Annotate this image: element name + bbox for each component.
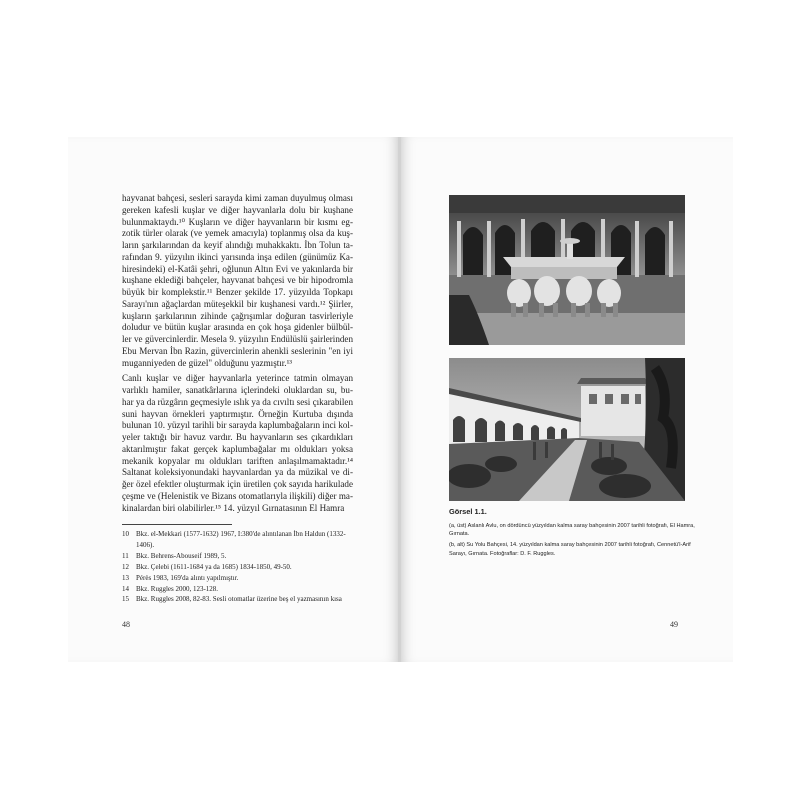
footnote xyxy=(122,562,358,573)
text-line: Ebu Mervan İbn Razin, güvercinlerin ahenkli seslerinin "en iyi xyxy=(122,345,353,356)
footnote xyxy=(122,594,358,605)
figure-caption xyxy=(449,507,695,558)
caption-blocks xyxy=(449,522,695,558)
page-number-right: 49 xyxy=(670,620,678,629)
text-line: Saltanat koleksiyonundaki hayvanlardan ya da müzikal ve di- xyxy=(122,467,353,478)
footnote-line: Bkz. Çelebi (1611-1684 ya da 1685) 1834-1850, 49-50. xyxy=(136,562,292,571)
text-line: mekanik kopyalar mı oldukları tariften anlaşılmamaktadır.¹⁴ xyxy=(122,455,353,466)
footnote-line: Bkz. el-Mekkari (1577-1632) 1967, I:380'de alıntılanan İbn Haldun (1332- xyxy=(136,530,346,538)
text-line: zotik türler olarak (ve yemek amacıyla) toplanmış olsa da kuş- xyxy=(122,228,353,239)
right-page xyxy=(401,137,733,662)
text-line: rafından 9. yüzyılın ikinci yarısında inşa edilen (günümüz Ka- xyxy=(122,251,353,262)
text-line: hiresindeki) el-Katâi şehri, oğlunun Altın Evi ve yakınlarda bir xyxy=(122,263,353,274)
footnote xyxy=(122,529,358,551)
footnote-number: 12 xyxy=(122,562,129,571)
text-line: aktarılmıştır fakat gerçek kaplumbağalar mı oldukları yoksa xyxy=(122,443,353,454)
text-line: gereken kafesli kuşlar ve diğer hayvanlarla dolu bir kuşhane xyxy=(122,204,353,215)
footnote-line: Bkz. Ruggles 2008, 82-83. Sesli otomatlar üzerine beş el yazmasının kısa xyxy=(136,595,342,604)
body-paragraph xyxy=(122,373,353,514)
footnote-line: Bkz. Behrens-Abouseif 1989, 5. xyxy=(136,551,227,560)
text-line: ğer özel efektler oluşturmak için üretilen çok sayıda harikulade xyxy=(122,479,353,489)
footnote-text xyxy=(136,584,358,595)
footnote-text xyxy=(136,529,358,551)
footnote xyxy=(122,584,358,595)
court-of-lions-photo xyxy=(449,195,685,345)
footnote-line: 1406). xyxy=(136,540,155,549)
caption-title: Görsel 1.1. xyxy=(449,507,487,516)
book-spread xyxy=(68,137,733,662)
text-line: büyük bir komplekstir.¹¹ Benzer şekilde 17. yüzyılda Topkapı xyxy=(122,287,353,297)
footnote-number: 15 xyxy=(122,595,129,604)
text-line: suni hayvan örnekleri yaptırmıştır. Örneğin Kurtuba dışında xyxy=(122,408,353,419)
caption-line: (b, alt) Su Yolu Bahçesi, 14. yüzyıldan kalma saray bahçesinin 2007 tarihli fotoğrafı, Cennetü'l-Arif xyxy=(449,542,691,549)
footnote-text xyxy=(136,562,358,573)
footnote xyxy=(122,573,358,584)
footnote xyxy=(122,551,358,562)
text-line: hayvanat bahçesi, sesleri sarayda kimi zaman duyulmuş olması xyxy=(122,193,353,203)
caption-block xyxy=(449,541,689,557)
footnote-number: 11 xyxy=(122,551,129,560)
caption-line: (a, üst) Aslanlı Avlu, on dördüncü yüzyıldan kalma saray bahçesinin 2007 tarihli fotoğrafı, El Hamra, xyxy=(449,523,695,529)
footnote-text xyxy=(136,551,358,562)
footnote-text xyxy=(136,573,358,584)
text-line: kinalardan biri olabilirler.¹⁵ 14. yüzyıl Gırnatasının El Hamra xyxy=(122,502,345,513)
left-page xyxy=(68,137,398,662)
text-line: varlıklı hamiler, sanatkârlarına içlerindeki oluklardan su, bu- xyxy=(122,385,353,395)
footnote-rule xyxy=(122,524,232,525)
text-line: Canlı kuşlar ve diğer hayvanlarla yeterince tatmin olmayan xyxy=(122,373,353,384)
page-number-left: 48 xyxy=(122,620,130,629)
text-line: kuşların şarkılarının zihinde çağrışımlar doğuran tasvirleriyle xyxy=(122,310,353,321)
text-line: Sarayı'nın ağaçlardan müteşekkil bir kuşhanesi vardı.¹² Şiirler, xyxy=(122,298,353,309)
text-line: bulunan 10. yüzyıl tarihli bir sarayda kaplumbağaların inci kol- xyxy=(122,420,353,431)
footnote-line: Bkz. Ruggles 2000, 123-128. xyxy=(136,584,219,593)
footnote-number: 10 xyxy=(122,530,129,538)
text-line: bulunmaktaydı.¹⁰ Kuşların ve diğer hayvanların bir kısmı eg- xyxy=(122,216,353,227)
body-text xyxy=(122,193,353,514)
caption-line: Gırnata. xyxy=(449,531,470,538)
footnote-number: 14 xyxy=(122,584,129,593)
text-line: muganniyeden de güzel" olduğunu yazmıştır.¹³ xyxy=(122,357,293,368)
text-line: ler ve güvercinlerdir. Mesela 9. yüzyılın Endülüslü şairlerinden xyxy=(122,334,353,344)
text-line: yeler taktığı bir havuz vardır. Bu hayvanların ses çıkardıkları xyxy=(122,432,353,442)
caption-line: Sarayı, Gırnata. Fotoğraflar: D. F. Ruggles. xyxy=(449,550,556,557)
caption-block xyxy=(449,522,695,538)
footnotes xyxy=(122,529,358,605)
text-line: har ya da rüzgârın geçmesiyle ıslık ya da cıvıltı sesi çıkarabilen xyxy=(122,396,353,407)
text-line: çeşme ve (Helenistik ve Bizans otomatlarıyla ilişkili) diğer ma- xyxy=(122,490,353,501)
text-line: ların şarkılarından da keyif alındığı muhakkaktı. İbn Tolun ta- xyxy=(122,240,353,250)
footnote-number: 13 xyxy=(122,573,129,582)
water-channel-garden-photo xyxy=(449,358,685,501)
footnote-line: Pérès 1983, 169'da alıntı yapılmıştır. xyxy=(136,573,239,582)
body-paragraph xyxy=(122,193,353,369)
text-line: doludur ve bütün kuşlar arasında en çok hoşa gidenler bülbül- xyxy=(122,322,353,333)
text-line: kuşhane eklediği bahçeler, hayvanat bahçesi ve bir hipodromla xyxy=(122,275,353,286)
footnote-text xyxy=(136,594,358,605)
